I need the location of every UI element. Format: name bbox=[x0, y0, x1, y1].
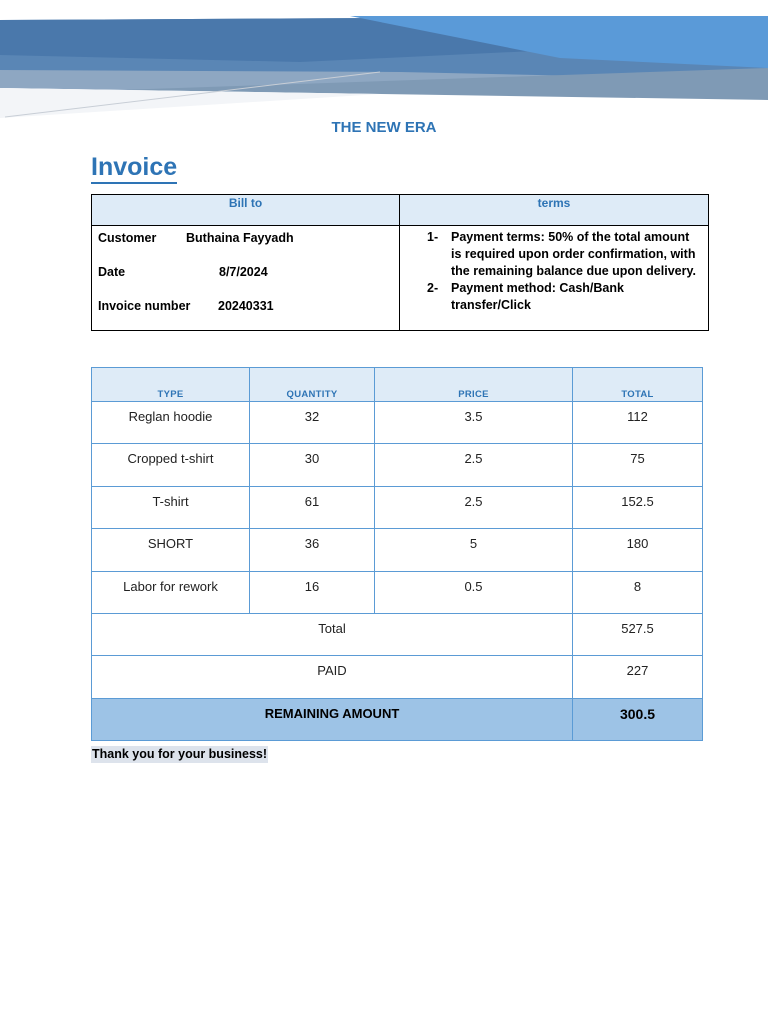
terms-item bbox=[427, 280, 702, 314]
paid-row bbox=[92, 656, 703, 698]
total-row bbox=[92, 613, 703, 655]
table-header-row bbox=[92, 368, 703, 402]
cell-total: 180 bbox=[573, 529, 703, 571]
cell-total: 112 bbox=[573, 402, 703, 444]
total-label: Total bbox=[92, 613, 573, 655]
table-row bbox=[92, 486, 703, 528]
cell-price: 2.5 bbox=[375, 486, 573, 528]
cell-type: SHORT bbox=[92, 529, 250, 571]
paid-label: PAID bbox=[92, 656, 573, 698]
cell-price: 5 bbox=[375, 529, 573, 571]
terms-section bbox=[400, 226, 708, 330]
terms-item-text: Payment method: Cash/Bank transfer/Click bbox=[451, 281, 624, 312]
bill-to-section bbox=[92, 226, 400, 330]
terms-item-number: 1- bbox=[427, 230, 439, 244]
cell-total: 152.5 bbox=[573, 486, 703, 528]
cell-quantity: 61 bbox=[250, 486, 375, 528]
terms-item-number: 2- bbox=[427, 281, 439, 295]
date-label: Date bbox=[98, 265, 126, 279]
column-header-price: PRICE bbox=[375, 368, 573, 402]
terms-header: terms bbox=[400, 195, 708, 226]
customer-value: Buthaina Fayyadh bbox=[186, 231, 294, 245]
items-table bbox=[91, 367, 703, 741]
remaining-label: REMAINING AMOUNT bbox=[92, 698, 573, 740]
invoice-title: Invoice bbox=[91, 152, 177, 184]
table-row bbox=[92, 444, 703, 486]
cell-price: 0.5 bbox=[375, 571, 573, 613]
terms-item bbox=[427, 229, 702, 280]
cell-type: Labor for rework bbox=[92, 571, 250, 613]
cell-price: 3.5 bbox=[375, 402, 573, 444]
company-name: THE NEW ERA bbox=[331, 119, 437, 136]
cell-quantity: 30 bbox=[250, 444, 375, 486]
cell-type: T-shirt bbox=[92, 486, 250, 528]
cell-type: Reglan hoodie bbox=[92, 402, 250, 444]
table-row bbox=[92, 571, 703, 613]
cell-type: Cropped t-shirt bbox=[92, 444, 250, 486]
total-value: 527.5 bbox=[573, 613, 703, 655]
column-header-quantity: QUANTITY bbox=[250, 368, 375, 402]
invoice-number-label: Invoice number bbox=[98, 299, 191, 313]
cell-total: 8 bbox=[573, 571, 703, 613]
column-header-total: TOTAL bbox=[573, 368, 703, 402]
remaining-value: 300.5 bbox=[573, 698, 703, 740]
thank-you-note: Thank you for your business! bbox=[92, 747, 268, 761]
terms-list bbox=[427, 229, 702, 314]
bill-terms-table bbox=[91, 194, 709, 331]
date-value: 8/7/2024 bbox=[219, 265, 268, 279]
cell-price: 2.5 bbox=[375, 444, 573, 486]
header-banner bbox=[0, 0, 768, 125]
cell-quantity: 36 bbox=[250, 529, 375, 571]
paid-value: 227 bbox=[573, 656, 703, 698]
remaining-row bbox=[92, 698, 703, 740]
column-header-type: TYPE bbox=[92, 368, 250, 402]
customer-label: Customer bbox=[98, 231, 157, 245]
bill-to-header: Bill to bbox=[92, 195, 400, 226]
invoice-number-value: 20240331 bbox=[218, 299, 274, 313]
cell-quantity: 32 bbox=[250, 402, 375, 444]
table-row bbox=[92, 402, 703, 444]
cell-total: 75 bbox=[573, 444, 703, 486]
cell-quantity: 16 bbox=[250, 571, 375, 613]
terms-item-text: Payment terms: 50% of the total amount is required upon order confirmation, with the remaining balance due upon delivery. bbox=[451, 230, 696, 278]
table-row bbox=[92, 529, 703, 571]
